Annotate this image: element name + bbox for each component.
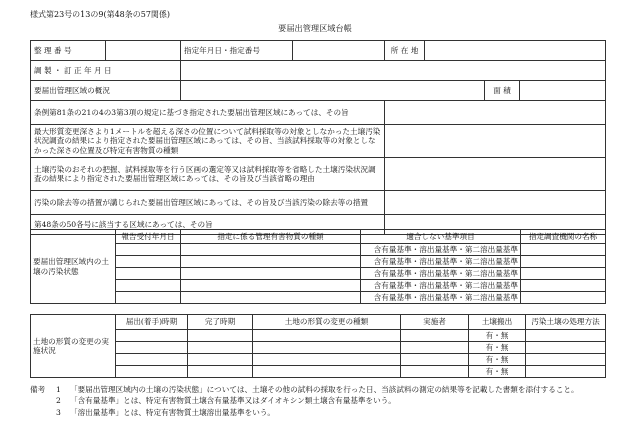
info-row-4-value[interactable] [385,191,606,215]
info-row-1-value[interactable] [385,101,606,125]
col-completion: 完了時期 [188,315,253,330]
completion-cell[interactable] [188,342,253,354]
note-number: 2 [56,396,61,406]
completion-cell[interactable] [188,366,253,378]
substance-cell[interactable] [181,292,361,304]
table-row [31,342,606,354]
soil-removal-cell[interactable]: 有・無 [469,342,526,354]
agency-cell[interactable] [521,292,606,304]
table-row [31,244,606,256]
modification-type-cell[interactable] [253,354,401,366]
info-row-1-label: 条例第81条の21の4の3第3項の規定に基づき指定された要届出管理区域にあっては、その旨 [31,101,385,125]
implementer-cell[interactable] [401,354,469,366]
note-text: 「溶出量基準」とは、特定有害物質土壌溶出量基準をいう。 [70,407,276,417]
notice-start-cell[interactable] [116,354,188,366]
completion-cell[interactable] [188,354,253,366]
table-row [31,366,606,378]
col-standard: 適合しない基準項目 [361,230,521,244]
notice-start-cell[interactable] [116,330,188,342]
overview-label: 要届出管理区域の概況 [31,81,181,101]
table-row [31,292,606,304]
substance-cell[interactable] [181,280,361,292]
contamination-section-label: 要届出管理区域内の土壌の汚染状態 [31,230,116,304]
location-label: 所 在 地 [385,41,425,61]
note-number: 1 [56,385,61,394]
modification-table [30,314,606,378]
agency-cell[interactable] [521,268,606,280]
table-row [31,354,606,366]
report-date-cell[interactable] [116,244,181,256]
disposal-method-cell[interactable] [526,354,606,366]
agency-cell[interactable] [521,256,606,268]
info-row-3-label: 土壌汚染のおそれの把握、試料採取等を行う区画の選定等又は試料採取等を省略した土壌汚染状況調査の結果により指定された要届出管理区域にあっては、その旨及び当該省略の理由 [31,158,385,191]
area-label: 面 積 [485,81,520,101]
col-substance: 指定に係る管理有害物質の種類 [181,230,361,244]
soil-removal-cell[interactable]: 有・無 [469,366,526,378]
note-item [30,408,605,417]
info-row-4-label: 汚染の除去等の措置が講じられた要届出管理区域にあっては、その旨及び当該汚染の除去等の措置 [31,191,385,215]
ledger-header-table [30,40,606,235]
substance-cell[interactable] [181,268,361,280]
col-report-date: 報告受付年月日 [116,230,181,244]
prep-date-value[interactable] [181,61,606,81]
col-disposal-method: 汚染土壌の処理方法 [526,315,606,330]
col-soil-removal: 土壌搬出 [469,315,526,330]
note-number: 3 [56,407,61,417]
info-row-2-label: 最大形質変更深さより1メートルを超える深さの位置について試料採取等の対象としなかった土壌汚染状況調査の結果により指定された要届出管理区域にあっては、その旨、当該試料採取等の対象としなかった深さの位置及び特定有害物質の種類 [31,125,385,158]
report-date-cell[interactable] [116,292,181,304]
col-implementer: 実施者 [401,315,469,330]
notice-start-cell[interactable] [116,366,188,378]
substance-cell[interactable] [181,244,361,256]
completion-cell[interactable] [188,330,253,342]
modification-section-label: 土地の形質の変更の実施状況 [31,315,116,378]
designation-value[interactable] [293,41,385,61]
overview-value[interactable] [181,81,485,101]
implementer-cell[interactable] [401,330,469,342]
location-value[interactable] [425,41,606,61]
report-date-cell[interactable] [116,280,181,292]
standard-cell[interactable]: 含有量基準・溶出量基準・第二溶出量基準 [361,244,521,256]
implementer-cell[interactable] [401,342,469,354]
standard-cell[interactable]: 含有量基準・溶出量基準・第二溶出量基準 [361,292,521,304]
col-modification-type: 土地の形質の変更の種類 [253,315,401,330]
col-notice-start: 届出(着手)時期 [116,315,188,330]
form-number: 様式第23号の13の9(第48条の57関係) [30,10,171,19]
implementer-cell[interactable] [401,366,469,378]
agency-cell[interactable] [521,244,606,256]
notice-start-cell[interactable] [116,342,188,354]
disposal-method-cell[interactable] [526,342,606,354]
standard-cell[interactable]: 含有量基準・溶出量基準・第二溶出量基準 [361,280,521,292]
standard-cell[interactable]: 含有量基準・溶出量基準・第二溶出量基準 [361,256,521,268]
col-agency: 指定調査機関の名称 [521,230,606,244]
note-item [30,396,605,405]
table-row [31,280,606,292]
notes-section [30,385,605,419]
area-value[interactable] [520,81,606,101]
soil-removal-cell[interactable]: 有・無 [469,330,526,342]
note-text: 「含有量基準」とは、特定有害物質土壌含有量基準又はダイオキシン類土壌含有量基準をいう。 [70,396,396,406]
table-row [31,330,606,342]
notes-label: 備考 [30,385,46,394]
modification-type-cell[interactable] [253,366,401,378]
modification-type-cell[interactable] [253,330,401,342]
table-row [31,256,606,268]
modification-type-cell[interactable] [253,342,401,354]
info-row-5-label: 第48条の50各号に該当する区域にあっては、その旨 [31,215,385,235]
note-text: 「要届出管理区域内の土壌の汚染状態」については、土壌その他の試料の採取を行った日、当該試料の測定の結果等を記載した書類を添付すること。 [70,385,579,394]
agency-cell[interactable] [521,280,606,292]
standard-cell[interactable]: 含有量基準・溶出量基準・第二溶出量基準 [361,268,521,280]
substance-cell[interactable] [181,256,361,268]
table-row [31,268,606,280]
info-row-2-value[interactable] [385,125,606,158]
report-date-cell[interactable] [116,268,181,280]
document-title: 要届出管理区域台帳 [278,23,352,33]
report-date-cell[interactable] [116,256,181,268]
info-row-3-value[interactable] [385,158,606,191]
ref-no-label: 整 理 番 号 [31,41,106,61]
ref-no-value[interactable] [106,41,181,61]
soil-removal-cell[interactable]: 有・無 [469,354,526,366]
designation-label: 指定年月日・指定番号 [181,41,293,61]
contamination-table [30,229,606,304]
disposal-method-cell[interactable] [526,330,606,342]
note-item [30,385,605,394]
disposal-method-cell[interactable] [526,366,606,378]
prep-date-label: 調 製 ・ 訂 正 年 月 日 [31,61,181,81]
